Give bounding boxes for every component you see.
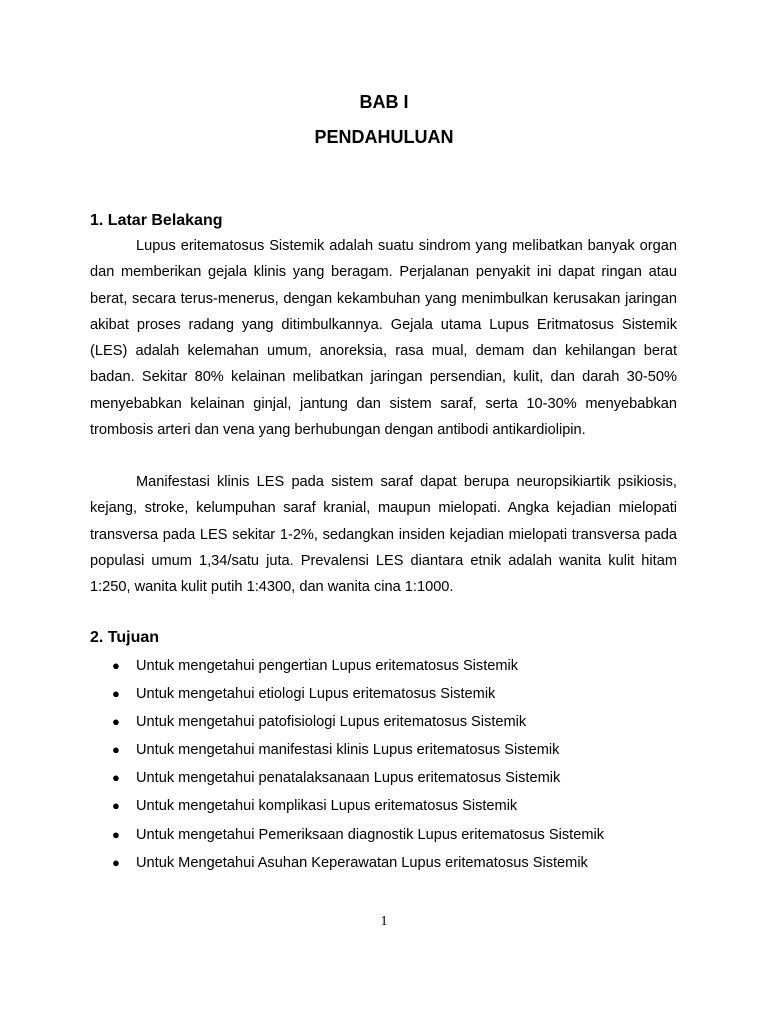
chapter-title: PENDAHULUAN	[314, 127, 454, 147]
bullet-icon: ●	[112, 826, 120, 842]
list-item	[110, 736, 604, 764]
list-item	[110, 792, 604, 820]
list-item	[110, 821, 604, 849]
bullet-icon: ●	[112, 742, 120, 758]
page-number: 1	[380, 914, 388, 929]
list-item-text: Untuk mengetahui penatalaksanaan Lupus eritematosus Sistemik	[136, 770, 561, 787]
bullet-icon: ●	[112, 686, 120, 702]
section-heading-latar-belakang: 1. Latar Belakang	[90, 212, 223, 229]
goal-list	[110, 652, 604, 877]
paragraph-1: Lupus eritematosus Sistemik adalah suatu sindrom yang melibatkan banyak organ dan memberikan gejala klinis yang beragam. Perjalanan penyakit ini dapat ringan atau berat, secara terus-menerus, dengan kekambuhan yang menimbulkan kerusakan jaringan akibat proses radang yang ditimbulkannya. Gejala utama Lupus Eritmatosus Sistemik (LES) adalah kelemahan umum, anoreksia, rasa mual, demam dan kehilangan berat badan. Sekitar 80% kelainan melibatkan jaringan persendian, kulit, dan darah 30-50% menyebabkan kelainan ginjal, jantung dan sistem saraf, serta 10-30% menyebabkan trombosis arteri dan vena yang berhubungan dengan antibodi antikardiolipin.	[90, 238, 677, 439]
list-item	[110, 680, 604, 708]
list-item	[110, 708, 604, 736]
list-item	[110, 849, 604, 877]
paragraph-2: Manifestasi klinis LES pada sistem saraf dapat berupa neuropsikiartik psikiosis, kejang, stroke, kelumpuhan saraf kranial, maupun mielopati. Angka kejadian mielopati transversa pada LES sekitar 1-2%, sedangkan insiden kejadian mielopati transversa pada populasi umum 1,34/satu juta. Prevalensi LES diantara etnik adalah wanita kulit hitam 1:250, wanita kulit putih 1:4300, dan wanita cina 1:1000.	[90, 474, 677, 596]
list-item-text: Untuk Mengetahui Asuhan Keperawatan Lupus eritematosus Sistemik	[136, 854, 588, 871]
list-item-text: Untuk mengetahui Pemeriksaan diagnostik Lupus eritematosus Sistemik	[136, 826, 605, 843]
list-item-text: Untuk mengetahui manifestasi klinis Lupus eritematosus Sistemik	[136, 742, 560, 759]
list-item	[110, 764, 604, 792]
bullet-icon: ●	[112, 770, 120, 786]
chapter-label: BAB I	[359, 92, 409, 112]
bullet-icon: ●	[112, 658, 120, 673]
section-heading-tujuan: 2. Tujuan	[90, 629, 160, 646]
list-item-text: Untuk mengetahui patofisiologi Lupus eritematosus Sistemik	[136, 714, 527, 731]
bullet-icon: ●	[112, 854, 120, 870]
bullet-icon: ●	[112, 798, 120, 814]
list-item-text: Untuk mengetahui komplikasi Lupus eritematosus Sistemik	[136, 798, 518, 815]
list-item	[110, 652, 604, 680]
bullet-icon: ●	[112, 714, 120, 730]
list-item-text: Untuk mengetahui pengertian Lupus eritematosus Sistemik	[136, 658, 519, 674]
list-item-text: Untuk mengetahui etiologi Lupus eritematosus Sistemik	[136, 686, 496, 703]
